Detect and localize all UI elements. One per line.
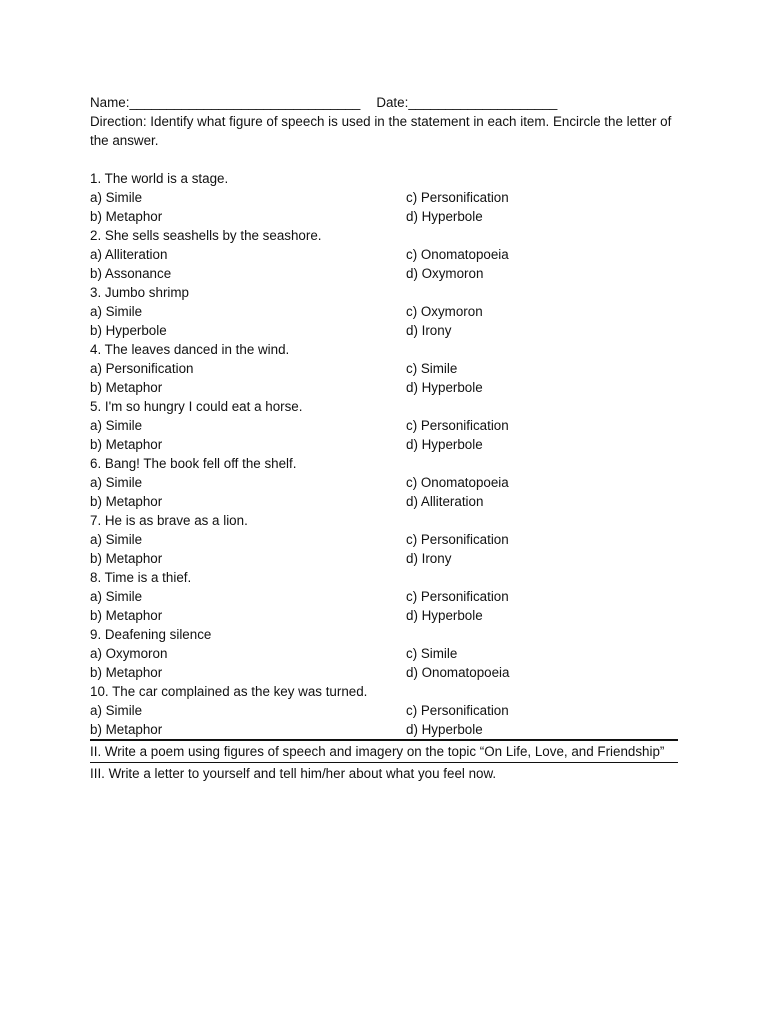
answer-option-d[interactable]: d) Hyperbole: [406, 722, 483, 737]
answer-option-b[interactable]: b) Metaphor: [90, 608, 163, 623]
option-row: [90, 644, 678, 663]
question-text: 7. He is as brave as a lion.: [90, 513, 248, 528]
question-text: 8. Time is a thief.: [90, 570, 192, 585]
answer-option-c[interactable]: c) Oxymoron: [406, 304, 483, 319]
answer-option-a[interactable]: a) Simile: [90, 304, 143, 319]
option-row: [90, 359, 678, 378]
answer-option-c[interactable]: c) Onomatopoeia: [406, 247, 509, 262]
answer-option-a[interactable]: a) Simile: [90, 190, 143, 205]
answer-option-d[interactable]: d) Hyperbole: [406, 209, 483, 224]
answer-option-b[interactable]: b) Metaphor: [90, 380, 163, 395]
question-text: 6. Bang! The book fell off the shelf.: [90, 456, 297, 471]
answer-option-b[interactable]: b) Assonance: [90, 266, 172, 281]
answer-option-a[interactable]: a) Personification: [90, 361, 194, 376]
question-text: 1. The world is a stage.: [90, 171, 229, 186]
question-item: [90, 397, 678, 454]
question-item: [90, 625, 678, 682]
question-text: 3. Jumbo shrimp: [90, 285, 189, 300]
option-row: [90, 606, 678, 625]
question-text: 2. She sells seashells by the seashore.: [90, 228, 322, 243]
question-text: 10. The car complained as the key was turned.: [90, 684, 368, 699]
answer-option-a[interactable]: a) Simile: [90, 703, 143, 718]
question-text: 4. The leaves danced in the wind.: [90, 342, 290, 357]
answer-option-a[interactable]: a) Simile: [90, 475, 143, 490]
option-row: [90, 264, 678, 283]
question-item: [90, 283, 678, 340]
answer-option-c[interactable]: c) Simile: [406, 646, 458, 661]
answer-option-b[interactable]: b) Metaphor: [90, 551, 163, 566]
option-row: [90, 378, 678, 397]
name-field[interactable]: Name:_______________________________: [90, 95, 361, 110]
answer-option-d[interactable]: d) Irony: [406, 323, 452, 338]
answer-option-d[interactable]: d) Irony: [406, 551, 452, 566]
question-item: [90, 454, 678, 511]
option-row: [90, 245, 678, 264]
answer-option-b[interactable]: b) Hyperbole: [90, 323, 167, 338]
option-row: [90, 188, 678, 207]
answer-option-d[interactable]: d) Oxymoron: [406, 266, 484, 281]
option-row: [90, 435, 678, 454]
option-row: [90, 663, 678, 682]
date-field[interactable]: Date:____________________: [376, 95, 558, 110]
question-item: [90, 682, 678, 739]
answer-option-d[interactable]: d) Onomatopoeia: [406, 665, 510, 680]
section-three-prompt: III. Write a letter to yourself and tell him/her about what you feel now.: [90, 766, 497, 781]
answer-option-a[interactable]: a) Simile: [90, 589, 143, 604]
option-row: [90, 701, 678, 720]
answer-option-c[interactable]: c) Personification: [406, 703, 509, 718]
option-row: [90, 587, 678, 606]
option-row: [90, 207, 678, 226]
question-item: [90, 340, 678, 397]
answer-option-b[interactable]: b) Metaphor: [90, 437, 163, 452]
question-list: [90, 169, 678, 739]
answer-option-d[interactable]: d) Hyperbole: [406, 437, 483, 452]
answer-option-b[interactable]: b) Metaphor: [90, 665, 163, 680]
question-item: [90, 511, 678, 568]
spacer: [90, 150, 678, 169]
answer-option-b[interactable]: b) Metaphor: [90, 494, 163, 509]
option-row: [90, 321, 678, 340]
section-two-prompt: II. Write a poem using figures of speech and imagery on the topic “On Life, Love, and Friendship”: [90, 744, 665, 759]
answer-option-b[interactable]: b) Metaphor: [90, 209, 163, 224]
option-row: [90, 416, 678, 435]
answer-option-c[interactable]: c) Simile: [406, 361, 458, 376]
answer-option-b[interactable]: b) Metaphor: [90, 722, 163, 737]
answer-option-d[interactable]: d) Alliteration: [406, 494, 484, 509]
answer-option-a[interactable]: a) Alliteration: [90, 247, 168, 262]
option-row: [90, 549, 678, 568]
question-text: 9. Deafening silence: [90, 627, 212, 642]
direction-text: Direction: Identify what figure of speech is used in the statement in each item. Encircle the letter of the answer.: [90, 114, 672, 148]
answer-option-c[interactable]: c) Personification: [406, 418, 509, 433]
answer-option-a[interactable]: a) Oxymoron: [90, 646, 168, 661]
question-item: [90, 568, 678, 625]
header-line: [90, 93, 678, 112]
question-item: [90, 226, 678, 283]
option-row: [90, 302, 678, 321]
answer-option-c[interactable]: c) Onomatopoeia: [406, 475, 509, 490]
answer-option-c[interactable]: c) Personification: [406, 190, 509, 205]
answer-option-c[interactable]: c) Personification: [406, 532, 509, 547]
answer-option-c[interactable]: c) Personification: [406, 589, 509, 604]
worksheet-page: [90, 93, 678, 783]
answer-option-d[interactable]: d) Hyperbole: [406, 608, 483, 623]
answer-option-d[interactable]: d) Hyperbole: [406, 380, 483, 395]
answer-option-a[interactable]: a) Simile: [90, 418, 143, 433]
answer-option-a[interactable]: a) Simile: [90, 532, 143, 547]
option-row: [90, 492, 678, 511]
question-item: [90, 169, 678, 226]
option-row: [90, 530, 678, 549]
option-row: [90, 720, 678, 739]
option-row: [90, 473, 678, 492]
question-text: 5. I'm so hungry I could eat a horse.: [90, 399, 303, 414]
